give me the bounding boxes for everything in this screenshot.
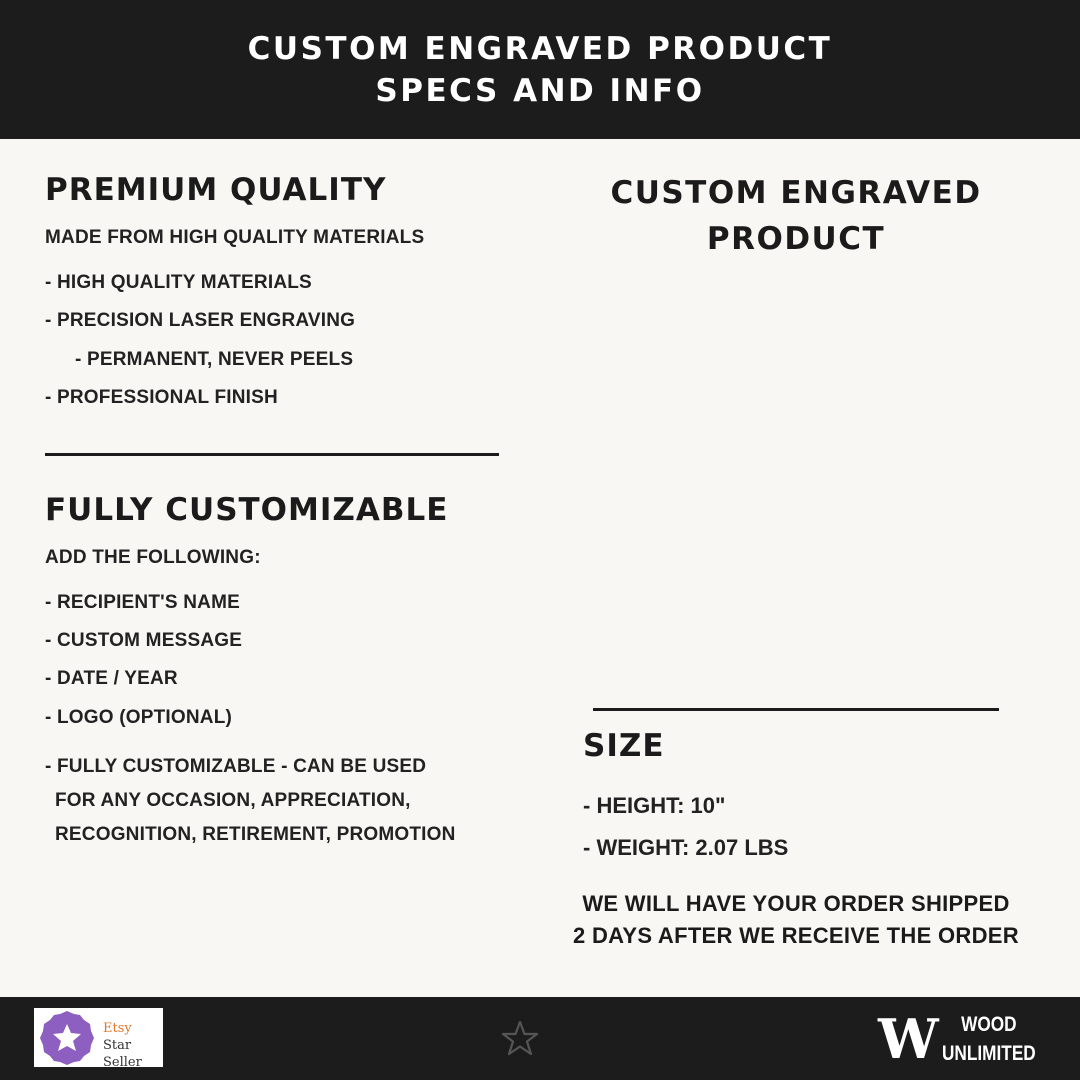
logo-line-wood: WOOD	[961, 1013, 1017, 1036]
size-weight: - WEIGHT: 2.07 LBS	[583, 835, 789, 860]
customizable-subtitle: ADD THE FOLLOWING:	[45, 547, 261, 568]
custom-item-date: - DATE / YEAR	[45, 668, 178, 689]
product-title-line-1: CUSTOM ENGRAVED	[610, 175, 982, 211]
page-footer	[0, 997, 1080, 1080]
wood-unlimited-logo-name	[942, 1010, 1036, 1068]
shipping-note	[560, 888, 1032, 952]
premium-quality-title: PREMIUM QUALITY	[45, 172, 387, 208]
shipping-note-line-1: WE WILL HAVE YOUR ORDER SHIPPED	[582, 891, 1010, 916]
occasion-line-1: - FULLY CUSTOMIZABLE - CAN BE USED	[45, 756, 427, 777]
section-divider-right	[593, 708, 999, 711]
size-height: - HEIGHT: 10"	[583, 793, 726, 818]
logo-line-unlimited: UNLIMITED	[942, 1042, 1036, 1065]
premium-item-permanent: - PERMANENT, NEVER PEELS	[75, 349, 354, 370]
occasion-line-3: RECOGNITION, RETIREMENT, PROMOTION	[55, 824, 456, 845]
custom-item-name: - RECIPIENT'S NAME	[45, 592, 240, 613]
etsy-star-seller-badge	[34, 1008, 163, 1070]
custom-item-logo: - LOGO (OPTIONAL)	[45, 707, 233, 728]
star-outline-icon	[500, 1019, 540, 1059]
product-title-line-2: PRODUCT	[706, 221, 886, 257]
premium-quality-subtitle: MADE FROM HIGH QUALITY MATERIALS	[45, 227, 425, 248]
header-title-line-2: SPECS AND INFO	[375, 72, 705, 109]
wood-unlimited-logo-letter: W	[878, 1007, 925, 1071]
premium-item-materials: - HIGH QUALITY MATERIALS	[45, 272, 312, 293]
etsy-star-seller-badge-icon	[36, 1009, 98, 1067]
shipping-note-line-2: 2 DAYS AFTER WE RECEIVE THE ORDER	[573, 923, 1019, 948]
etsy-brand-label: Etsy	[103, 1021, 132, 1036]
etsy-role-label: Star Seller	[103, 1038, 142, 1070]
premium-item-engraving: - PRECISION LASER ENGRAVING	[45, 310, 356, 331]
premium-item-finish: - PROFESSIONAL FINISH	[45, 387, 278, 408]
product-title	[560, 170, 1032, 262]
custom-item-message: - CUSTOM MESSAGE	[45, 630, 243, 651]
page-header	[0, 0, 1080, 139]
occasion-line-2: FOR ANY OCCASION, APPRECIATION,	[55, 790, 411, 811]
fully-customizable-title: FULLY CUSTOMIZABLE	[45, 492, 449, 528]
wood-unlimited-logo	[876, 1009, 1051, 1069]
header-title-line-1: CUSTOM ENGRAVED PRODUCT	[247, 30, 833, 67]
size-title: SIZE	[583, 728, 665, 764]
section-divider-left	[45, 453, 499, 456]
